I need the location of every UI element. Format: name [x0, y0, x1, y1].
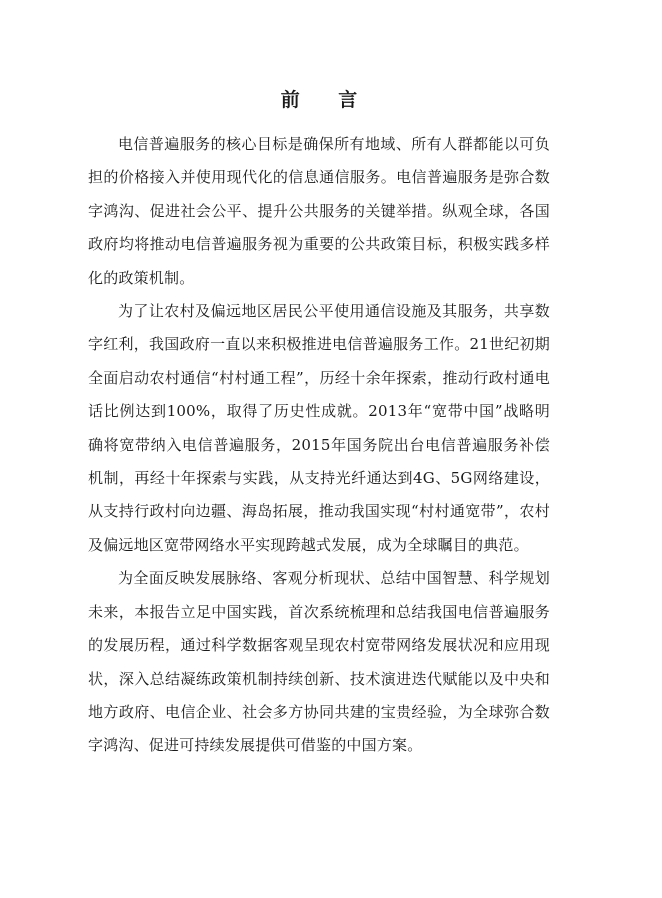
document-body [88, 128, 550, 763]
paragraph-3: 为全面反映发展脉络、客观分析现状、总结中国智慧、科学规划未来，本报告立足中国实践，首次系统梳理和总结我国电信普遍服务的发展历程，通过科学数据客观呈现农村宽带网络发展状况和应用现状，深入总结凝练政策机制持续创新、技术演进迭代赋能以及中央和地方政府、电信企业、社会多方协同共建的宝贵经验，为全球弥合数字鸿沟、促进可持续发展提供可借鉴的中国方案。 [88, 569, 550, 755]
page-title: 前 言 [280, 89, 374, 111]
paragraph-2: 为了让农村及偏远地区居民公平使用通信设施及其服务，共享数字红利，我国政府一直以来积极推进电信普遍服务工作。21世纪初期全面启动农村通信“村村通工程”，历经十余年探索，推动行政村通电话比例达到100%，取得了历史性成就。2013年“宽带中国”战略明确将宽带纳入电信普遍服务，2015年国务院出台电信普遍服务补偿机制，再经十年探索与实践，从支持光纤通达到4G、5G网络建设，从支持行政村向边疆、海岛拓展，推动我国实现“村村通宽带”，农村及偏远地区宽带网络水平实现跨越式发展，成为全球瞩目的典范。 [88, 302, 550, 554]
paragraph-1: 电信普遍服务的核心目标是确保所有地域、所有人群都能以可负担的价格接入并使用现代化的信息通信服务。电信普遍服务是弥合数字鸿沟、促进社会公平、提升公共服务的关键举措。纵观全球，各国政府均将推动电信普遍服务视为重要的公共政策目标，积极实践多样化的政策机制。 [88, 135, 550, 287]
